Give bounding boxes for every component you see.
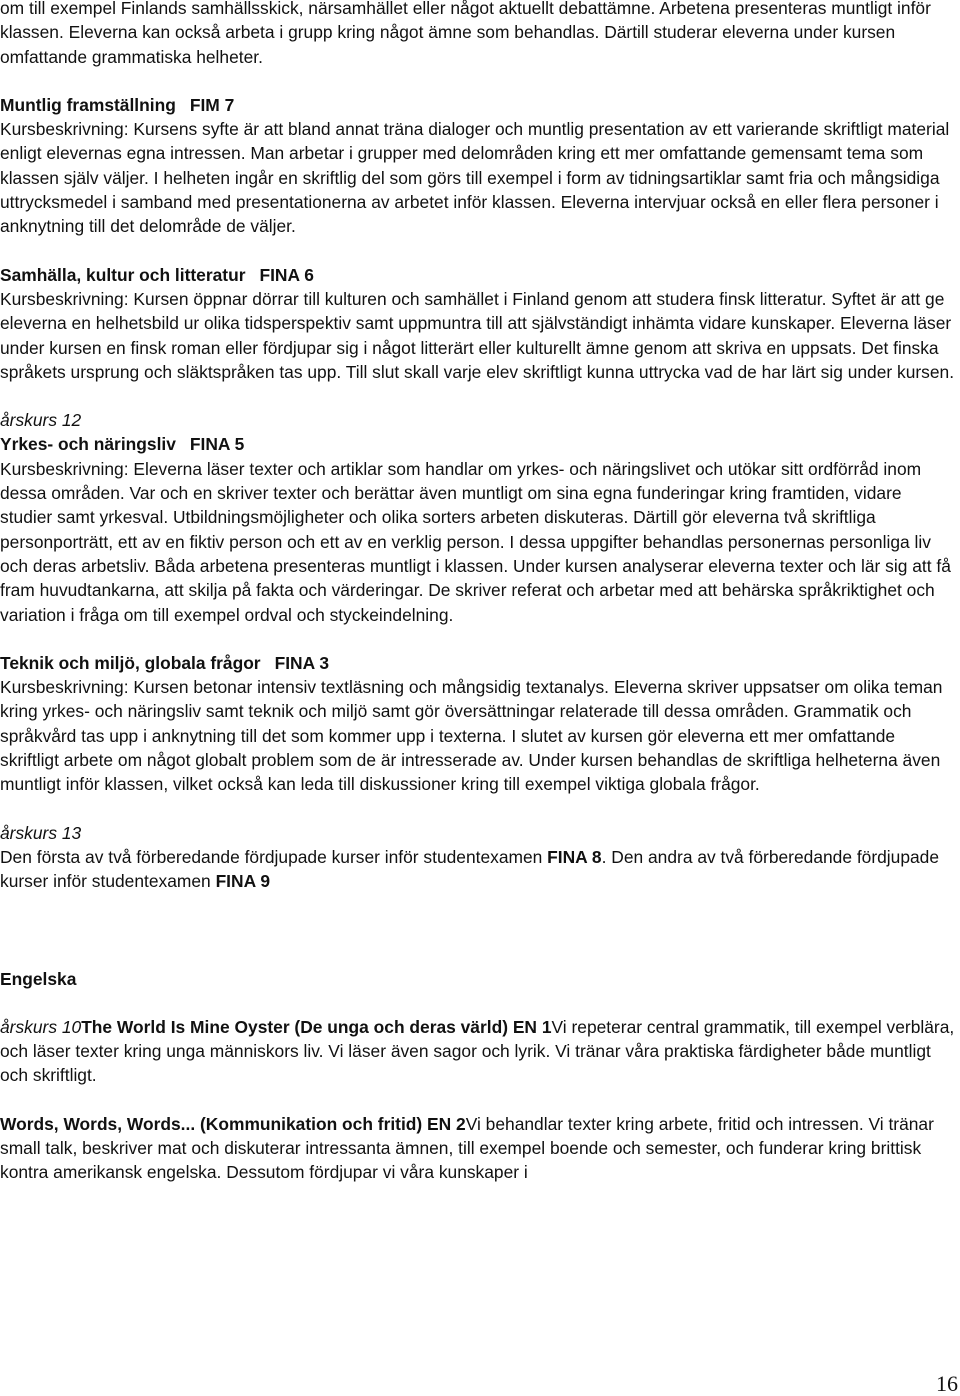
course-description: Kursbeskrivning: Kursens syfte är att bland annat träna dialoger och muntlig presentation av ett varierande skriftligt material enligt elevernas egna intressen. Man arbetar i grupper med delområden kring ett mer omfattande gemensamt tema som klassen själv väljer. I helheten ingår en skriftlig del som görs till exempel i form av tidningsartiklar samt fria och mångsidiga uttrycksmedel i samband med presentationerna av arbetet inför klassen. Eleverna intervjuar också en eller flera personer i anknytning till det delområde de väljer. xyxy=(0,119,950,237)
course-title: Teknik och miljö, globala frågor xyxy=(0,652,261,673)
course-heading xyxy=(0,93,958,117)
course-description: Vi behandlar texter kring arbete, fritid och intressen. Vi tränar small talk, beskriver mat och diskuterar intressanta ämnen, till exempel boende och semester, och funderar kring brittisk kontra amerikansk engelska. Dessutom fördjupar vi våra kunskaper i xyxy=(0,1113,934,1183)
course-description: Vi repeterar central grammatik, till exempel verblära, och läser texter kring unga människors liv. Vi läser även sagor och lyrik. Vi tränar våra praktiska färdigheter både muntligt och skriftligt. xyxy=(0,1016,955,1086)
course-description: Kursbeskrivning: Kursen öppnar dörrar till kulturen och samhället i Finland genom att studera finsk litteratur. Syftet är att ge eleverna en helhetsbild ur olika tidsperspektiv samt uppmuntra till att självständigt inhämta vidare kunskaper. Eleverna läser under kursen en finsk roman eller fördjupar sig i något litterärt eller kulturellt ämne genom att skriva en uppsats. Det finska språkets ursprung och släktspråken tas upp. Till slut skall varje elev skriftligt kunna uttrycka vad de har lärt sig under kursen. xyxy=(0,288,955,382)
course-code: FINA 3 xyxy=(274,652,330,673)
course-title: Samhälla, kultur och litteratur xyxy=(0,264,246,285)
course-en2 xyxy=(0,1112,958,1185)
course-title: The World Is Mine Oyster (De unga och deras värld) EN 1 xyxy=(81,1016,552,1037)
course-heading xyxy=(0,432,958,456)
advanced-text-1: Den första av två förberedande fördjupade kurser inför studentexamen xyxy=(0,846,548,867)
course-fina6 xyxy=(0,263,958,384)
course-description: Kursbeskrivning: Eleverna läser texter och artiklar som handlar om yrkes- och näringslivet och utökar sitt ordförråd inom dessa områden. Var och en skriver texter och berättar även muntligt om sina egna funderingar kring framtiden, vidare studier samt yrkesval. Utbildningsmöjligheter och olika sorters arbeten diskuteras. Därtill gör eleverna två skriftliga personporträtt, ett av en fiktiv person och ett av en verklig person. I dessa uppgifter behandlas personernas personliga liv och deras arbetsliv. Båda arbetena presenteras muntligt i klassen. Under kursen analyserar eleverna texter och lär sig att få fram huvudtankarna, att skilja på fakta och värderingar. De skriver referat och arbetar med att behärska språkriktighet och variation i fråga om till exempel ordval och styckeindelning. xyxy=(0,458,951,625)
page-number: 16 xyxy=(936,1371,958,1396)
course-title: Yrkes- och näringsliv xyxy=(0,434,176,455)
course-title: Muntlig framställning xyxy=(0,94,176,115)
grade-label-10: årskurs 10 xyxy=(0,1016,82,1037)
subject-heading-engelska: Engelska xyxy=(0,968,77,989)
advanced-courses-paragraph xyxy=(0,845,958,894)
course-title: Words, Words, Words... (Kommunikation och fritid) EN 2 xyxy=(0,1113,466,1134)
course-fim7 xyxy=(0,93,958,239)
advanced-text-2: . Den andra av två förberedande fördjupade kurser inför studentexamen xyxy=(0,846,940,892)
grade-label-12: årskurs 12 xyxy=(0,410,82,431)
grade-label-13: årskurs 13 xyxy=(0,822,82,843)
course-code: FINA 6 xyxy=(259,264,314,285)
course-en1 xyxy=(0,1015,958,1088)
course-fina3 xyxy=(0,651,958,797)
course-fina5 xyxy=(0,432,958,626)
course-heading xyxy=(0,263,958,287)
course-description: Kursbeskrivning: Kursen betonar intensiv textläsning och mångsidig textanalys. Eleverna skriver uppsatser om olika teman kring yrkes- och näringsliv samt teknik och miljö samt gör översättningar relaterade till dessa områden. Grammatik och språkvård tas upp i anknytning till det som kommer upp i texterna. I slutet av kursen gör eleverna ett mer omfattande skriftligt arbete om något globalt problem som de är intresserade av. Under kursen behandlas de skriftliga helheterna även muntligt inför klassen, vilket också kan leda till diskussioner kring till exempel viktiga globala frågor. xyxy=(0,677,943,795)
advanced-code-1: FINA 8 xyxy=(547,846,602,867)
advanced-code-2: FINA 9 xyxy=(215,871,270,892)
course-code: FINA 5 xyxy=(189,434,245,455)
course-heading xyxy=(0,651,958,675)
course-code: FIM 7 xyxy=(189,94,235,115)
intro-paragraph: om till exempel Finlands samhällsskick, närsamhället eller något aktuellt debattämne. Arbetena presenteras muntligt inför klassen. Eleverna kan också arbeta i grupp kring något ämne som behandlas. Därtill studerar eleverna under kursen omfattande grammatiska helheter. xyxy=(0,0,931,67)
